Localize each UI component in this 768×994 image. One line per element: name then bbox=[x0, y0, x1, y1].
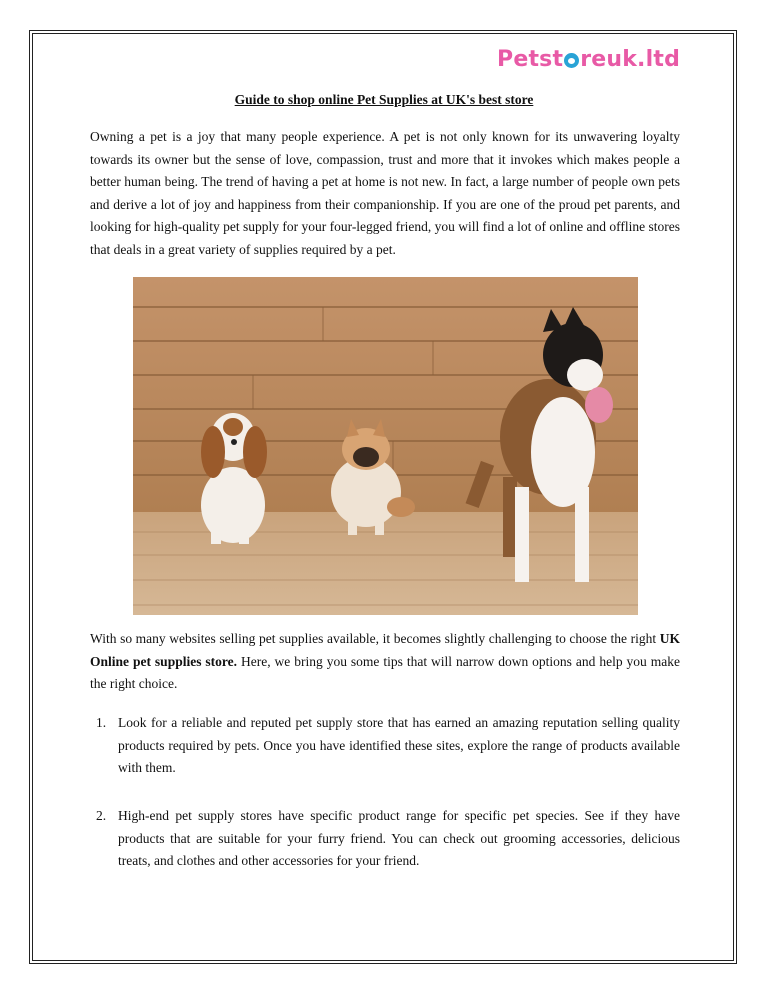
list-item-text: Look for a reliable and reputed pet supply store that has earned an amazing reputation selling quality products required by pets. Once you have identified these sites, explore the range of products available with them. bbox=[118, 715, 680, 776]
dogs-photo bbox=[133, 277, 638, 615]
tips-list-second bbox=[90, 805, 680, 873]
list-item bbox=[90, 712, 680, 780]
list-item-text: High-end pet supply stores have specific product range for specific pet species. See if they have products that are suitable for your furry friend. You can check out grooming accessories, delicious treats, and clothes and other accessories for your friend. bbox=[118, 808, 680, 869]
logo-text-end: reuk.ltd bbox=[580, 46, 681, 72]
intro-paragraph: Owning a pet is a joy that many people experience. A pet is not only known for its unwavering loyalty towards its owner but the sense of love, compassion, trust and more that it invokes which makes people a better human being. The trend of having a pet at home is not new. In fact, a large number of people own pets and derive a lot of joy and happiness from their companionship. If you are one of the proud pet parents, and looking for high-quality pet supply for your four-legged friend, you will find a lot of online and offline stores that deals in a great variety of supplies required by a pet. bbox=[90, 129, 680, 257]
selection-paragraph bbox=[90, 628, 680, 696]
paw-icon bbox=[564, 53, 579, 68]
list-item bbox=[90, 805, 680, 873]
list-item-number: 2. bbox=[96, 808, 107, 823]
page-title: Guide to shop online Pet Supplies at UK's best store bbox=[234, 92, 534, 107]
selection-text-start: With so many websites selling pet supplies available, it becomes slightly challenging to choose the right bbox=[90, 631, 660, 646]
list-item-number: 1. bbox=[96, 715, 107, 730]
brand-logo[interactable] bbox=[497, 44, 680, 74]
selection-text-end: Here, we bring you some tips that will narrow down options and help you make the right choice. bbox=[90, 653, 680, 692]
tips-list-first bbox=[90, 712, 680, 780]
logo-text-start: Petst bbox=[497, 46, 564, 72]
uk-online-pet-supplies-link[interactable]: UK Online pet supplies store. bbox=[90, 631, 680, 669]
